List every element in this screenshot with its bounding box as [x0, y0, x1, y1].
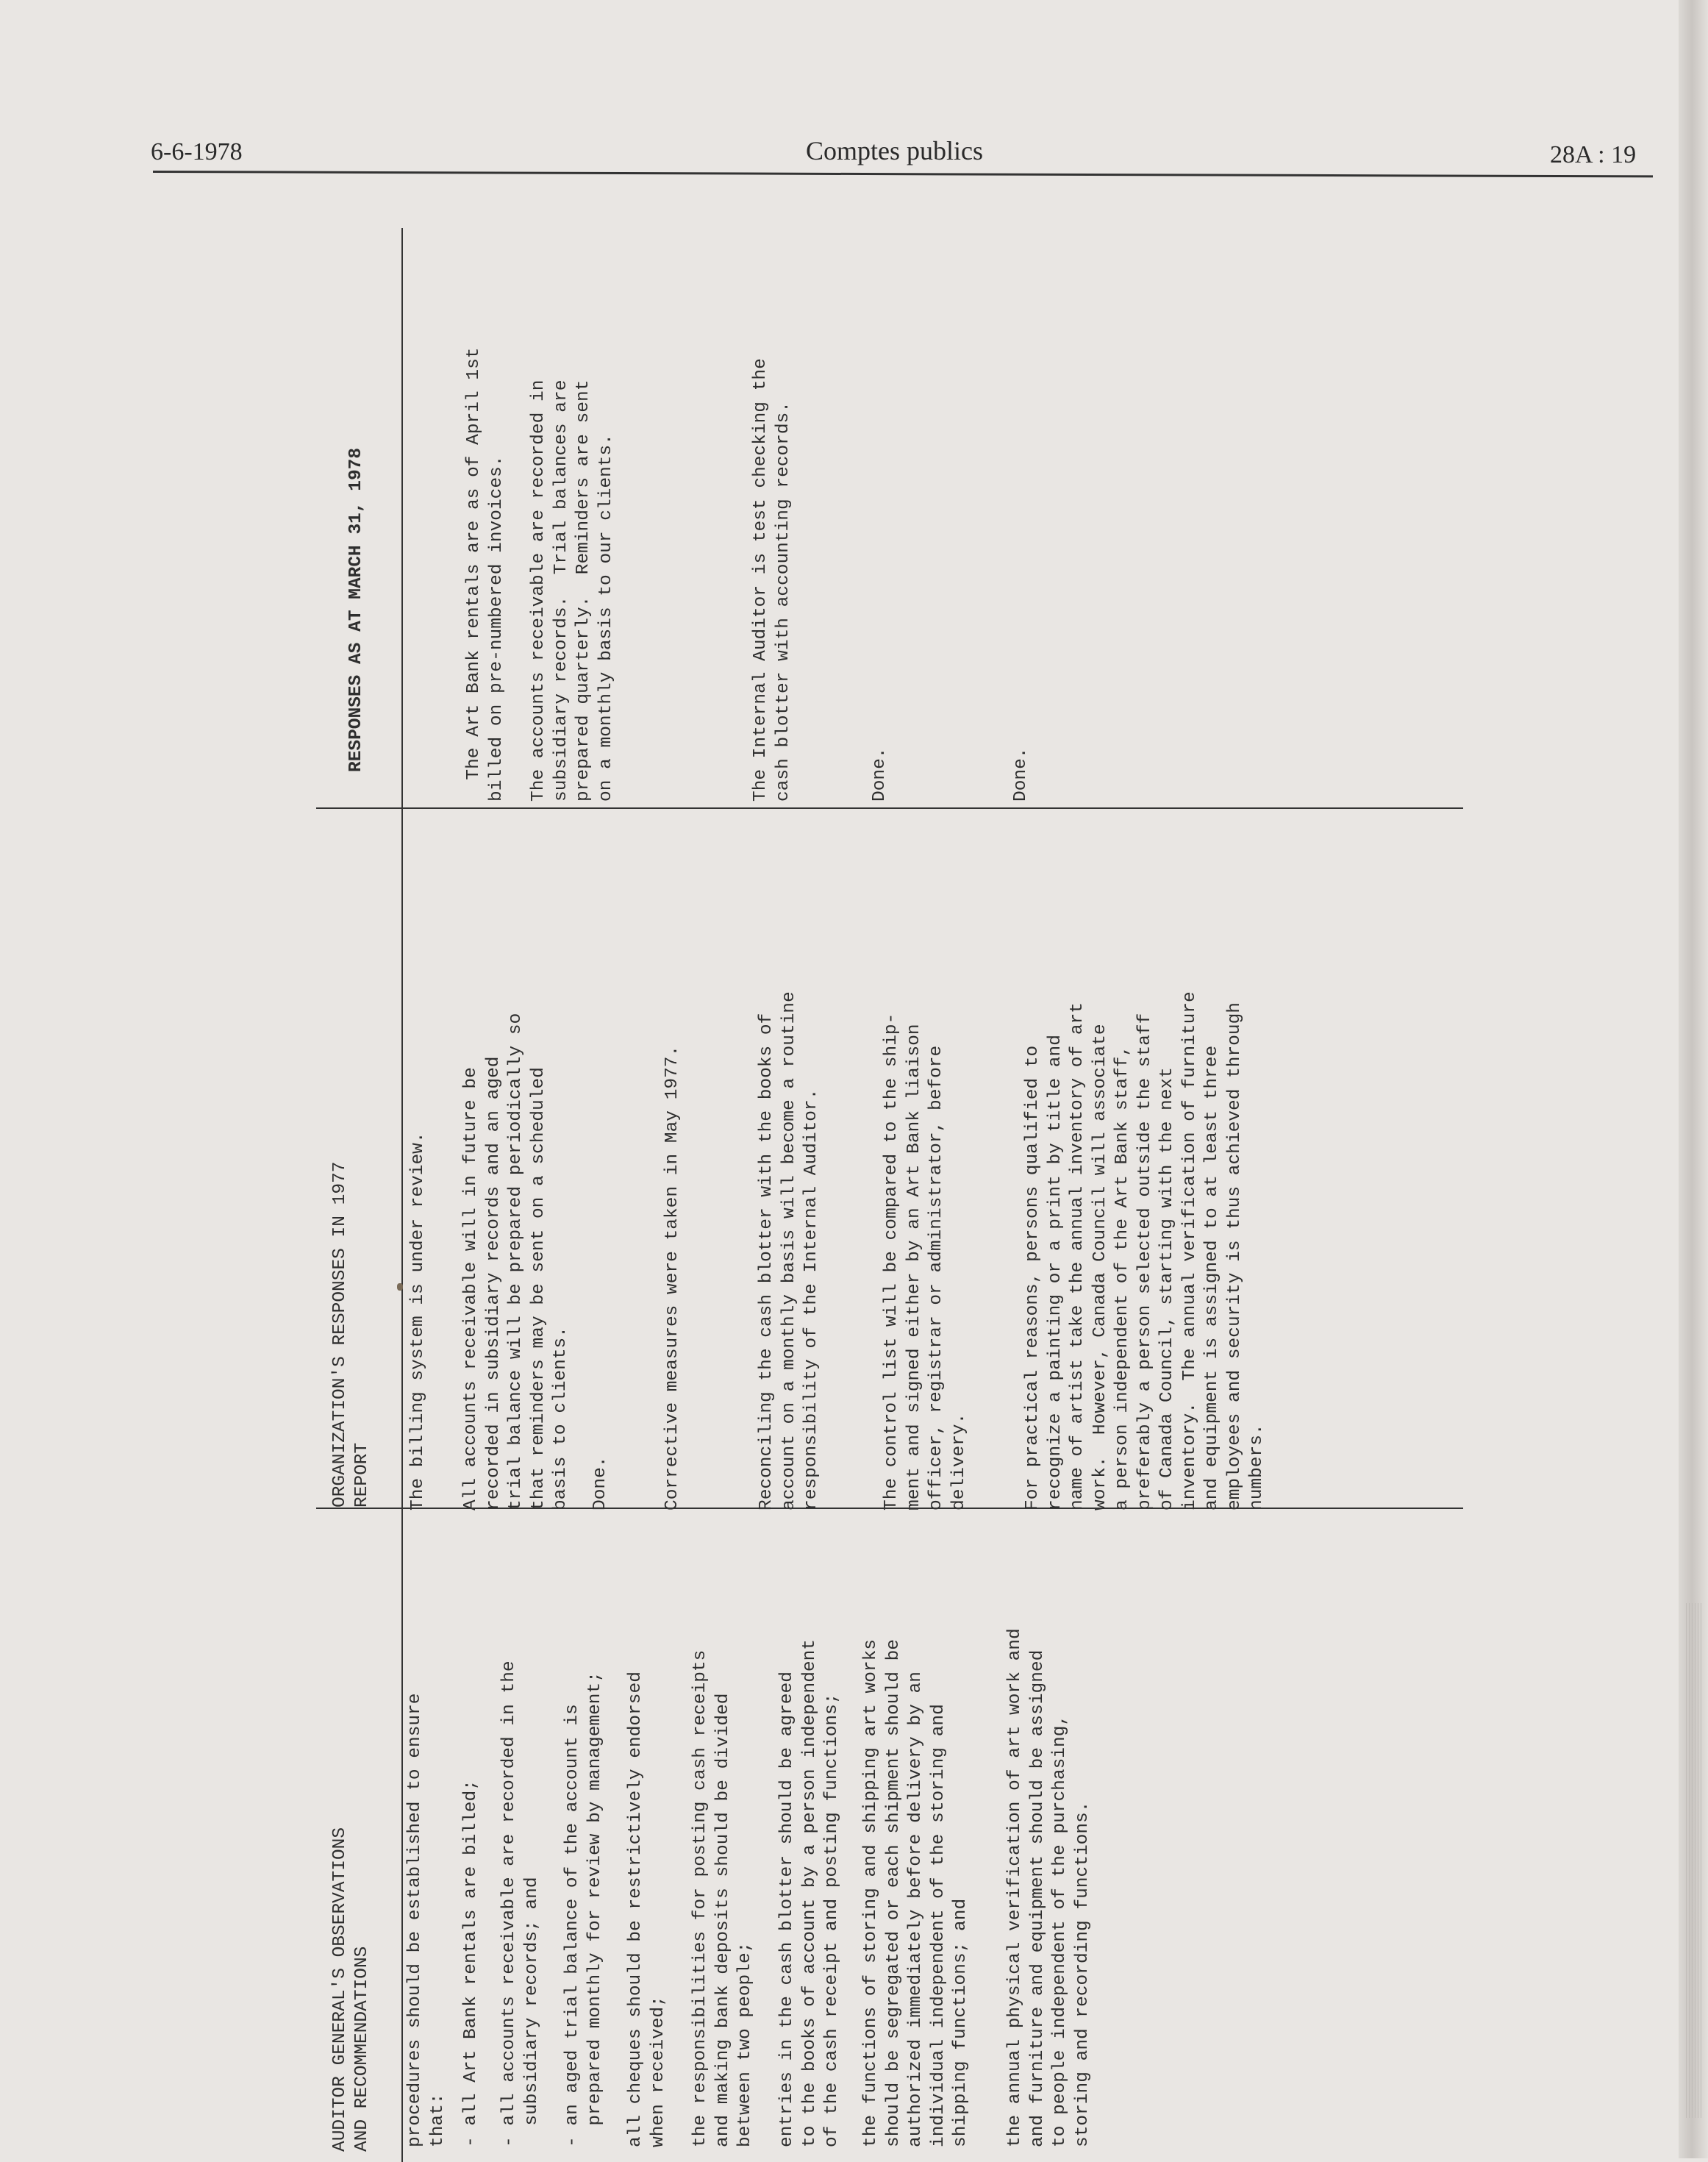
response-1977-item: The billing system is under review.: [408, 1132, 428, 1510]
response-1978-item: The Internal Auditor is test checking the cash blotter with accounting records.: [751, 358, 793, 802]
observation-item: all cheques should be restrictively endorsed when received;: [626, 1672, 668, 2147]
column-header-responses-1978: RESPONSES AS AT MARCH 31, 1978: [346, 447, 366, 772]
observation-item: the functions of storing and shipping art works should be segregated or each shipment should be authorized immediately before delivery by an individual independent of the storing and shipping functions; and: [861, 1638, 971, 2147]
divider-between-b-c: [316, 807, 1463, 809]
column-header-observations: AUDITOR GENERAL'S OBSERVATIONS AND RECOMMENDATIONS: [330, 1827, 372, 2152]
paper-speck: [397, 1283, 403, 1291]
response-1977-item: All accounts receivable will in future be recorded in subsidiary records and an aged trial balance will be prepared periodically so that reminders may be sent on a scheduled basis to clients.: [461, 1013, 571, 1510]
divider-between-a-b: [316, 1508, 1463, 1509]
observation-item: - all accounts receivable are recorded in the subsidiary records; and: [499, 1660, 542, 2147]
observation-item: the annual physical verification of art work and and furniture and equipment should be assigned to people independent of the purchasing, storing and recording functions.: [1005, 1628, 1093, 2147]
observation-item: - an aged trial balance of the account is prepared monthly for review by management;: [562, 1672, 605, 2147]
observation-item: procedures should be established to ensure that:: [405, 1693, 448, 2147]
header-title: Comptes publics: [806, 136, 983, 165]
response-1977-item: Done.: [590, 1456, 610, 1510]
observation-item: the responsibilities for posting cash receipts and making bank deposits should be divided between two people;: [690, 1649, 755, 2147]
observation-item: - all Art Bank rentals are billed;: [461, 1780, 481, 2147]
column-header-responses-1977: ORGANIZATION'S RESPONSES IN 1977 REPORT: [330, 1161, 372, 1508]
response-1977-item: Corrective measures were taken in May 1977.: [662, 1045, 682, 1510]
response-1978-item: The accounts receivable are recorded in subsidiary records. Trial balances are prepared quarterly. Reminders are sent on a monthly basis to our clients.: [529, 379, 616, 802]
response-1977-item: The control list will be compared to the ship- ment and signed either by an Art Bank liaison officer, registrar or administrator, before delivery.: [882, 1013, 969, 1510]
response-1977-item: Reconciling the cash blotter with the books of account on a monthly basis will become a routine responsibility of the Internal Auditor.: [757, 991, 821, 1510]
response-1978-item: Done.: [1011, 747, 1031, 802]
header-date: 6-6-1978: [151, 138, 243, 165]
page-edge-lines: [1686, 1603, 1702, 2118]
rotated-table: [316, 228, 1478, 2162]
header-page-number: 28A : 19: [1550, 141, 1637, 168]
observation-item: entries in the cash blotter should be agreed to the books of account by a person independent of the cash receipt and posting functions;: [777, 1638, 842, 2147]
response-1978-item: Done.: [870, 747, 890, 802]
response-1977-item: For practical reasons, persons qualified to recognize a painting or a print by title and name of artist take the annual inventory of art work. However, Canada Council will associate a person independent of the Art Bank staff, preferably a person selected outside the staff of Canada Council, starting with the next inventory. The annual verification of furniture and equipment is assigned to at least three employees and security is thus achieved through numbers.: [1023, 991, 1267, 1510]
rule-under-headers: [401, 228, 403, 2162]
response-1978-item: The Art Bank rentals are as of April 1st billed on pre-numbered invoices.: [464, 347, 507, 802]
